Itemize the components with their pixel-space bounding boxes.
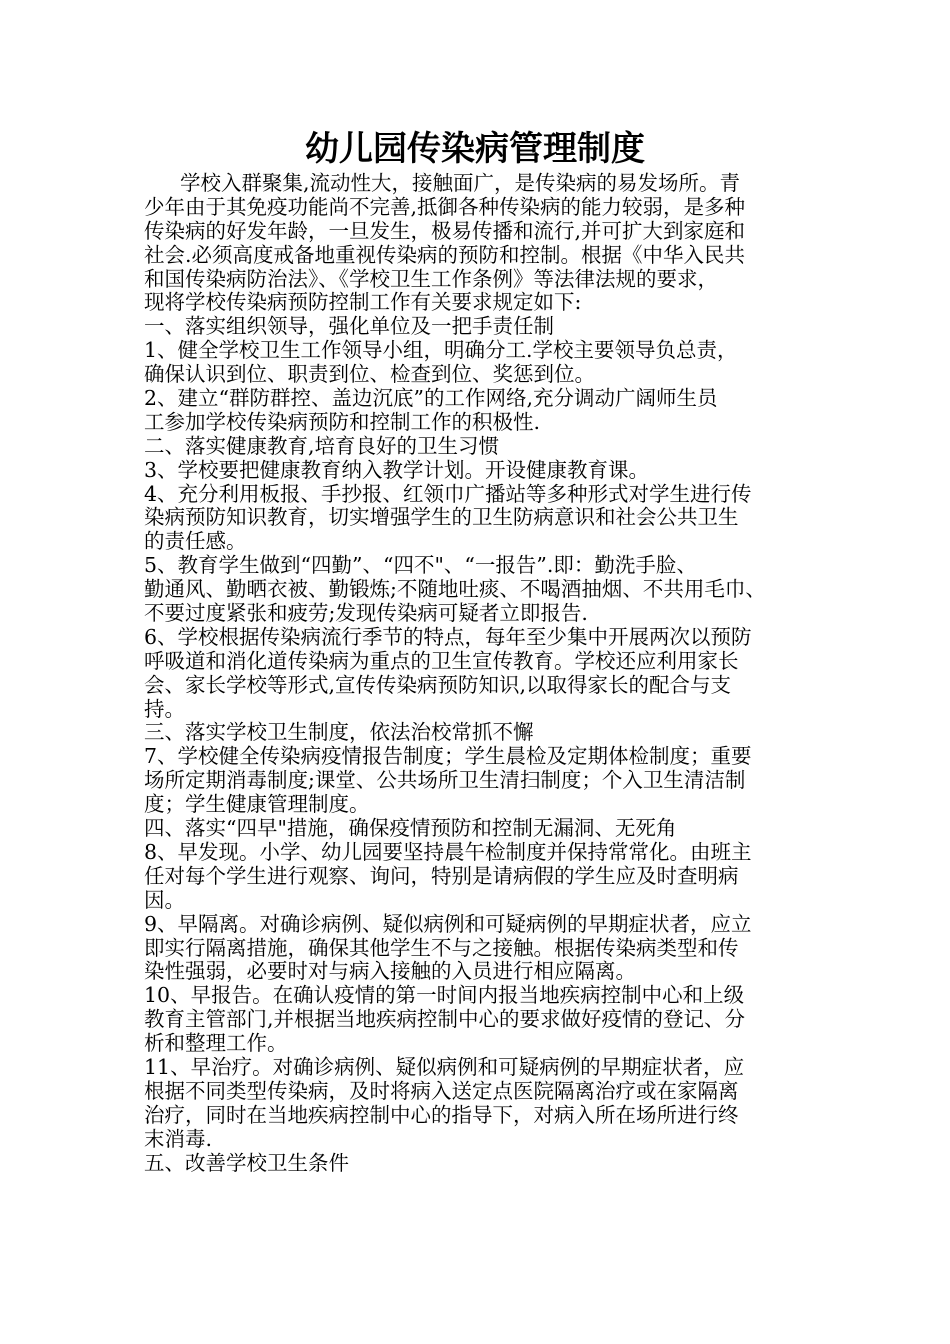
- paragraph-line: 的责任感。: [144, 529, 247, 554]
- paragraph-line: 因。: [144, 887, 185, 912]
- document-body: [144, 172, 824, 1175]
- paragraph-line: 染性强弱，必要时对与病入接触的入员进行相应隔离。: [144, 959, 636, 984]
- paragraph-line: 任对每个学生进行观察、询问，特别是请病假的学生应及时查明病: [144, 863, 739, 888]
- paragraph-line: 9、早隔离。对确诊病例、疑似病例和可疑病例的早期症状者，应立: [144, 911, 752, 936]
- section-heading: 一、落实组织领导，强化单位及一把手责任制: [144, 314, 554, 339]
- paragraph-line: 8、早发现。小学、幼儿园要坚持晨午检制度并保持常常化。由班主: [144, 839, 752, 864]
- paragraph-line: 6、学校根据传染病流行季节的特点，每年至少集中开展两次以预防: [144, 624, 752, 649]
- paragraph-line: 7、学校健全传染病疫情报告制度；学生晨检及定期体检制度；重要: [144, 744, 752, 769]
- paragraph-line: 和国传染病防治法》、《学校卫生工作条例》等法律法规的要求，: [144, 266, 718, 291]
- paragraph-line: 2、建立“群防群控、盖边沉底”的工作网络,充分调动广阔师生员: [144, 386, 718, 411]
- paragraph-line: 勤通风、勤晒衣被、勤锻炼;不随地吐痰、不喝酒抽烟、不共用毛巾、: [144, 577, 766, 602]
- section-heading: 二、落实健康教育,培育良好的卫生习惯: [144, 433, 500, 458]
- paragraph-line: 社会.必须高度戒备地重视传染病的预防和控制。根据《中华入民共: [144, 242, 746, 267]
- paragraph-line: 析和整理工作。: [144, 1031, 288, 1056]
- paragraph-line: 传染病的好发年龄，一旦发生，极易传播和流行,并可扩大到家庭和: [144, 218, 746, 243]
- paragraph-line: 治疗，同时在当地疾病控制中心的指导下，对病入所在场所进行终: [144, 1102, 739, 1127]
- paragraph-line: 1、健全学校卫生工作领导小组，明确分工.学校主要领导负总责，: [144, 338, 738, 363]
- paragraph-line: 3、学校要把健康教育纳入教学计划。开设健康教育课。: [144, 457, 650, 482]
- paragraph-line: 确保认识到位、职责到位、检查到位、奖惩到位。: [144, 362, 595, 387]
- paragraph-line: 少年由于其免疫功能尚不完善,抵御各种传染病的能力较弱，是多种: [144, 194, 746, 219]
- paragraph-line: 教育主管部门,并根据当地疾病控制中心的要求做好疫情的登记、分: [144, 1007, 746, 1032]
- document-title: 幼儿园传染病管理制度: [305, 129, 645, 169]
- paragraph-line: 染病预防知识教育，切实增强学生的卫生防病意识和社会公共卫生: [144, 505, 739, 530]
- paragraph-line: 即实行隔离措施，确保其他学生不与之接触。根据传染病类型和传: [144, 935, 739, 960]
- paragraph-line: 根据不同类型传染病，及时将病入送定点医院隔离治疗或在家隔离: [144, 1078, 739, 1103]
- paragraph-line: 末消毒.: [144, 1126, 213, 1151]
- section-heading: 五、改善学校卫生条件: [144, 1150, 349, 1175]
- paragraph-line: 4、充分利用板报、手抄报、红领巾广播站等多种形式对学生进行传: [144, 481, 752, 506]
- paragraph-line: 学校入群聚集,流动性大，接触面广，是传染病的易发场所。青: [180, 171, 741, 195]
- paragraph-line: 11、早治疗。对确诊病例、疑似病例和可疑病例的早期症状者，应: [144, 1054, 745, 1079]
- paragraph-line: 度；学生健康管理制度。: [144, 792, 370, 817]
- paragraph-line: 会、家长学校等形式,宣传传染病预防知识,以取得家长的配合与支: [144, 672, 732, 697]
- paragraph-line: 呼吸道和消化道传染病为重点的卫生宣传教育。学校还应利用家长: [144, 648, 739, 673]
- paragraph-line: 5、教育学生做到“四勤”、“四不"、“一报告”.即：勤洗手脸、: [144, 553, 697, 578]
- paragraph-line: 10、早报告。在确认疫情的第一时间内报当地疾病控制中心和上级: [144, 983, 745, 1008]
- paragraph-line: 工参加学校传染病预防和控制工作的积极性.: [144, 409, 541, 434]
- paragraph-line: 持。: [144, 696, 185, 721]
- paragraph-line: 不要过度紧张和疲劳;发现传染病可疑者立即报告.: [144, 601, 588, 626]
- paragraph-line: 场所定期消毒制度;课堂、公共场所卫生清扫制度；个入卫生清洁制: [144, 768, 746, 793]
- section-heading: 三、落实学校卫生制度，依法治校常抓不懈: [144, 720, 534, 745]
- paragraph-line: 现将学校传染病预防控制工作有关要求规定如下:: [144, 290, 582, 315]
- section-heading: 四、落实“四早"措施，确保疫情预防和控制无漏洞、无死角: [144, 816, 677, 841]
